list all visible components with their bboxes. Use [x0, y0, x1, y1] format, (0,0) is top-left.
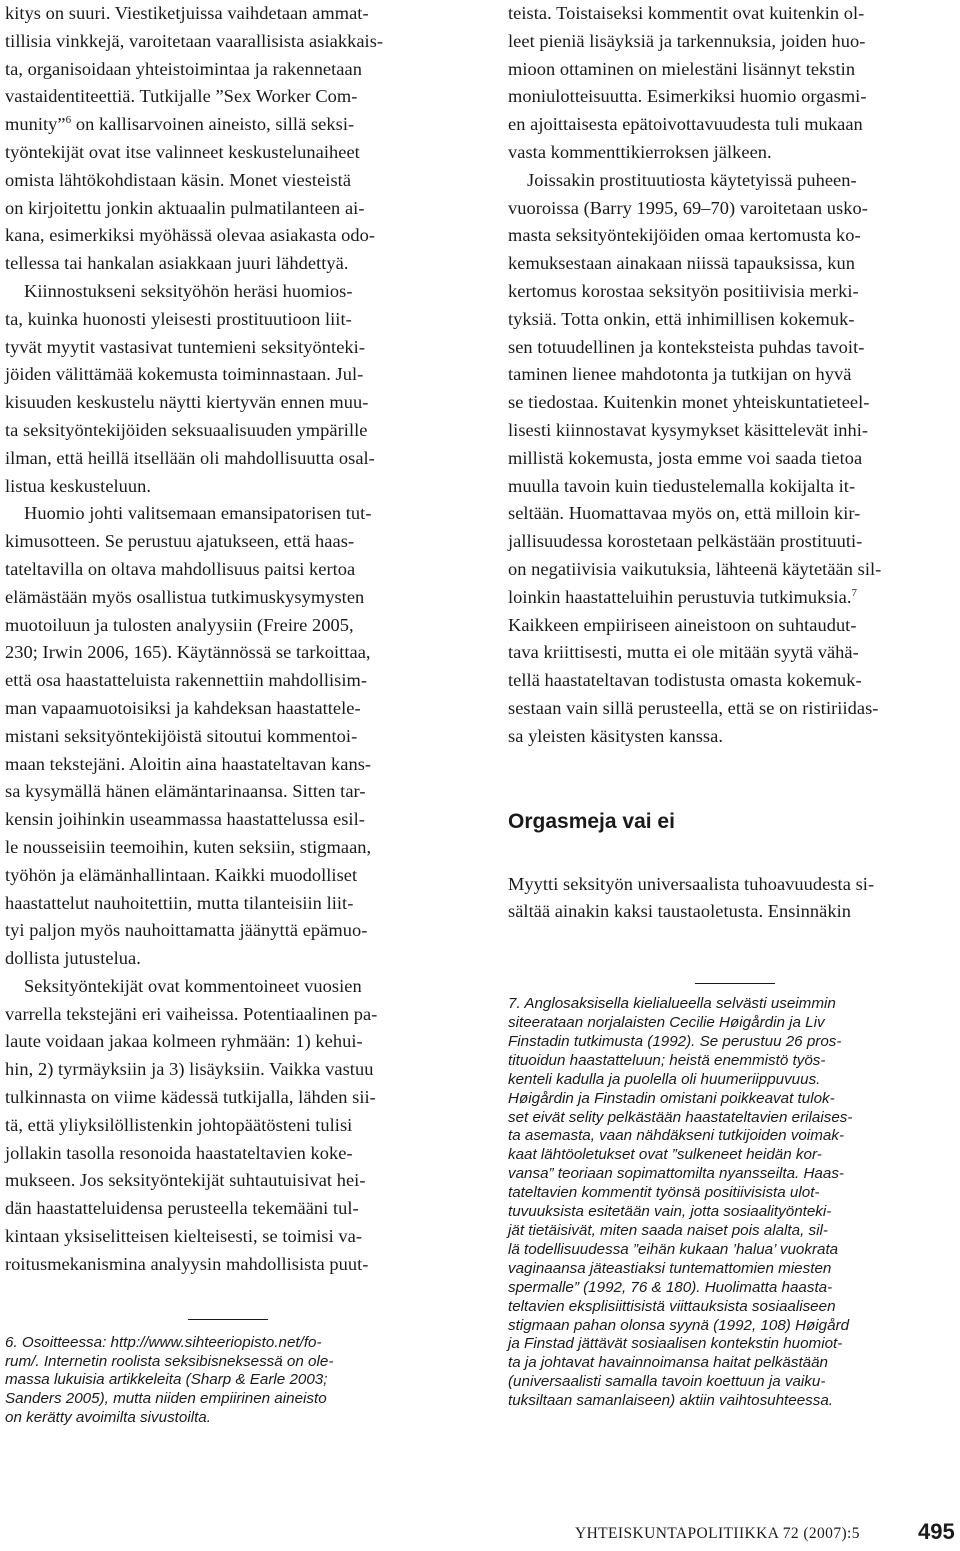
text-line: le nousseisiin teemoihin, kuten seksiin, stigmaan,	[5, 836, 372, 857]
text-line: tulkinnasta on viime kädessä tutkijalla, lähden sii-	[5, 1087, 376, 1108]
section-heading: Orgasmeja vai ei	[508, 809, 675, 833]
left-column	[5, 0, 457, 1428]
footnote-line: vansa” teoriaan sopimattomilta nyansseilta. Haas-	[508, 1165, 844, 1183]
text-line: tyksiä. Totta onkin, että inhimillisen kokemuk-	[508, 308, 855, 329]
text-line: seltään. Huomattavaa myös on, että milloin kir-	[508, 503, 861, 524]
text-line: en ajoittaisesta epätoivottavuudesta tuli mukaan	[508, 114, 863, 135]
text-line: taminen lienee mahdotonta ja tutkijan on hyvä	[508, 364, 852, 385]
footnote-divider	[695, 983, 775, 984]
footnote-line: lä todellisuudessa ”eihän kukaan ’halua’ vuokrata	[508, 1240, 839, 1258]
text-line: tä, että yliyksilöllistenkin johtopäätösteni tulisi	[5, 1114, 353, 1135]
text-line: teista. Toistaiseksi kommentit ovat kuitenkin ol-	[508, 3, 865, 23]
text-line: Kiinnostukseni seksityöhön heräsi huomios-	[24, 280, 353, 301]
footnote-line: kenteli kadulla ja puolella oli huumeriippuvuus.	[508, 1070, 821, 1088]
footnote-line: teltavien eksplisiittisistä viittauksista sosiaaliseen	[508, 1297, 836, 1315]
text-line: roitusmekanismina analyysin mahdollisista puut-	[5, 1253, 369, 1274]
text-line: ta, kuinka huonosti yleisesti prostituutioon liit-	[5, 308, 352, 329]
text-line: ilman, että heillä itsellään oli mahdollisuutta osal-	[5, 447, 375, 468]
right-body-text	[508, 0, 956, 751]
left-body-text	[5, 0, 457, 1279]
footnote-line: Finstadin tutkimusta (1992). Se perustuu 26 pros-	[508, 1032, 842, 1050]
text-line: sestaan vain sillä perusteella, että se on ristiriidas-	[508, 697, 879, 718]
text-line: se tiedostaa. Kuitenkin monet yhteiskuntatieteel-	[508, 392, 870, 413]
footnote-line: set eivät selity pelkästään haastateltavien erilaises-	[508, 1108, 853, 1126]
footnote-line: ta ja johtavat havainnoimansa haitat pelkästään	[508, 1354, 828, 1372]
text-line: elämästään myös osallistua tutkimuskysymysten	[5, 586, 365, 607]
text-line: on kirjoitettu jonkin aktuaalin pulmatilanteen ai-	[5, 197, 365, 218]
text-line: jöiden välittämää kokemusta toiminnastaan. Jul-	[5, 364, 364, 385]
text-line-with-footnote-ref	[508, 584, 956, 612]
text-line: Joissakin prostituutiosta käytetyissä puheen-	[527, 169, 857, 190]
page-number: 495	[918, 1519, 955, 1544]
text-line: haastattelut nauhoitettiin, mutta tilanteisiin liit-	[5, 892, 354, 913]
text-line: vastaidentiteettiä. Tutkijalle ”Sex Worker Com-	[5, 86, 358, 107]
text-line: muulla tavoin kuin tiedustelemalla kokijalta it-	[508, 475, 856, 496]
text-line: muotoiluun ja tulosten analyysiin (Freire 2005,	[5, 614, 354, 635]
right-column	[508, 0, 956, 1411]
footnote-ref-6: 6	[65, 114, 72, 127]
text-line: ta seksityöntekijöiden seksuaalisuuden ympärille	[5, 419, 368, 440]
footnote-line: stigmaan pahan olonsa syynä (1992, 108) Høigård	[508, 1316, 850, 1334]
text-line: 230; Irwin 2006, 165). Käytännössä se tarkoittaa,	[5, 642, 371, 663]
text-line: tellessa tai hankalan asiakkaan juuri lähdettyä.	[5, 253, 349, 274]
text-line: kimusotteen. Se perustuu ajatukseen, että haas-	[5, 531, 355, 552]
text-line: kitys on suuri. Viestiketjuissa vaihdetaan ammat-	[5, 3, 369, 23]
text-line: vuoroissa (Barry 1995, 69–70) varoitetaan usko-	[508, 197, 868, 218]
footnote-line: Høigårdin ja Finstadin omistani poikkeavat tulok-	[508, 1089, 835, 1107]
text-line: Myytti seksityön universaalista tuhoavuudesta si-	[508, 873, 875, 894]
footnote-line: ta asemasta, vaan nähdäkseni tutkijoiden voimak-	[508, 1127, 845, 1145]
text-line: tellä haastateltavan todistusta omasta kokemuk-	[508, 670, 862, 691]
footnote-divider	[188, 1319, 268, 1320]
text-line: maan tekstejäni. Aloitin aina haastateltavan kans-	[5, 753, 372, 774]
footnote-line: tuvuuksista esitetään vain, jotta sosiaalityönteki-	[508, 1203, 832, 1221]
text-line: dän haastatteluidensa perusteella tekemääni tul-	[5, 1198, 359, 1219]
footnote-line: tituoidun haastatteluun; heistä enemmistö työs-	[508, 1051, 826, 1069]
running-footer-title: YHTEISKUNTAPOLITIIKKA 72 (2007):5	[575, 1525, 860, 1542]
text-line: laute voidaan jakaa kolmeen ryhmään: 1) kehui-	[5, 1031, 363, 1052]
text-line: sa yleisten käsitysten kanssa.	[508, 725, 723, 746]
text-line: kertomus korostaa seksityön positiivisia merki-	[508, 280, 859, 301]
footnote-line: tuksiltaan samanlaiseen) aktiin vaihtosuhteessa.	[508, 1392, 834, 1410]
footnote-line: rum/. Internetin roolista seksibisneksessä on ole-	[5, 1352, 334, 1370]
footnote-line: massa lukuisia artikkeleita (Sharp & Earle 2003;	[5, 1371, 328, 1389]
text-line: Seksityöntekijät ovat kommentoineet vuosien	[24, 975, 362, 996]
text-line: kisuuden keskustelu näytti kiertyvän ennen muu-	[5, 392, 369, 413]
text-line: varrella tekstejäni eri vaiheissa. Potentiaalinen pa-	[5, 1003, 378, 1024]
text-line: sältää ainakin kaksi taustaoletusta. Ensinnäkin	[508, 901, 851, 922]
footnote-line: spermalle” (1992, 76 & 180). Huolimatta haasta-	[508, 1278, 833, 1296]
text-line: sa kysymällä hänen elämäntarinaansa. Sitten tar-	[5, 781, 366, 802]
text-line: on negatiivisia vaikutuksia, lähteenä käytetään sil-	[508, 558, 882, 579]
text-line: kana, esimerkiksi myöhässä olevaa asiakasta odo-	[5, 225, 376, 246]
section-body-text	[508, 871, 956, 927]
text-line: kintaan yksiselitteisen kielteisesti, se toimisi va-	[5, 1226, 363, 1247]
text-line: sen totuudellinen ja konteksteista puhdas tavoit-	[508, 336, 865, 357]
text-line: man vapaamuotoisiksi ja kahdeksan haastattele-	[5, 697, 361, 718]
footnote-line: 6. Osoitteessa: http://www.sihteeriopisto.net/fo-	[5, 1333, 322, 1351]
text-line: työhön ja elämänhallintaan. Kaikki muodolliset	[5, 864, 358, 885]
text-line: jollakin tasolla resonoida haastateltavien koke-	[5, 1142, 353, 1163]
text-fragment: munity”	[5, 114, 66, 135]
footnote-line: (universaalisti samalla tavoin koettuun ja vaiku-	[508, 1373, 826, 1391]
text-line: moniulotteisuutta. Esimerkiksi huomio orgasmi-	[508, 86, 867, 107]
text-line: lisesti kiinnostavat kysymykset käsittelevät inhi-	[508, 419, 869, 440]
footnote-line: tateltavien kommentit työnsä positiivisista ulot-	[508, 1184, 820, 1202]
text-line: masta seksityöntekijöiden omaa kertomusta ko-	[508, 225, 861, 246]
footnote-6	[5, 1334, 457, 1429]
text-line: vasta kommenttikierroksen jälkeen.	[508, 141, 772, 162]
text-line: kemuksestaan ainakaan niissä tapauksissa, kun	[508, 253, 855, 274]
footnote-line: ja Finstad jättävät sosiaalisen kontekstin huomiot-	[508, 1335, 843, 1353]
text-line: tillisia vinkkejä, varoitetaan vaarallisista asiakkais-	[5, 30, 384, 51]
text-line: jallisuudessa korostetaan pelkästään prostituuti-	[508, 531, 863, 552]
footnote-ref-7: 7	[851, 586, 858, 599]
text-line: ta, organisoidaan yhteistoimintaa ja rakennetaan	[5, 58, 362, 79]
footnote-line: jät tietäisivät, miten saada naiset pois alalta, sil-	[508, 1221, 828, 1239]
text-line: Kaikkeen empiiriseen aineistoon on suhtaudut-	[508, 614, 857, 635]
text-line: työntekijät ovat itse valinneet keskustelunaiheet	[5, 141, 360, 162]
text-line: tateltavilla on oltava mahdollisuus paitsi kertoa	[5, 558, 356, 579]
text-line: tava kriittisesti, mutta ei ole mitään syytä vähä-	[508, 642, 859, 663]
footnote-line: siteerataan norjalaisten Cecilie Høigårdin ja Liv	[508, 1014, 825, 1032]
text-line: leet pieniä lisäyksiä ja tarkennuksia, joiden huo-	[508, 30, 866, 51]
text-line: dollista jutustelua.	[5, 948, 141, 969]
text-line: tyvät myytit vastasivat tuntemieni seksityönteki-	[5, 336, 365, 357]
footnote-7	[508, 995, 956, 1411]
text-line: omista lähtökohdistaan käsin. Monet viesteistä	[5, 169, 352, 190]
text-line: Huomio johti valitsemaan emansipatorisen tut-	[24, 503, 372, 524]
text-line-with-footnote-ref	[5, 111, 457, 139]
footnote-line: on kerätty avoimilta sivustoilta.	[5, 1409, 211, 1427]
text-line: kensin joihinkin useammassa haastattelussa esil-	[5, 809, 365, 830]
text-fragment: loinkin haastatteluihin perustuvia tutkimuksia.	[508, 586, 852, 607]
text-line: mistani seksityöntekijöistä sitoutui kommentoi-	[5, 725, 358, 746]
footnote-line: Sanders 2005), mutta niiden empiirinen aineisto	[5, 1390, 327, 1408]
text-line: millistä kokemusta, josta emme voi saada tietoa	[508, 447, 863, 468]
text-line: mukseen. Jos seksityöntekijät suhtautuisivat hei-	[5, 1170, 366, 1191]
text-line: hin, 2) tyrmäyksiin ja 3) lisäyksiin. Vaikka vastuu	[5, 1059, 374, 1080]
text-line: että osa haastatteluista rakennettiin mahdollisim-	[5, 670, 368, 691]
text-fragment: on kallisarvoinen aineisto, sillä seksi-	[75, 114, 355, 135]
text-line: mioon ottaminen on mielestäni lisännyt tekstin	[508, 58, 856, 79]
footnote-line: vaginaansa jäteastiaksi tuntemattomien miesten	[508, 1259, 832, 1277]
footnote-line: 7. Anglosaksisella kielialueella selvästi useimmin	[508, 995, 836, 1013]
text-line: listua keskusteluun.	[5, 475, 152, 496]
footnote-line: kaat lähtöoletukset ovat ”sulkeneet heidän kor-	[508, 1146, 822, 1164]
text-line: tyi paljon myös nauhoittamatta jäänyttä epämuo-	[5, 920, 368, 941]
